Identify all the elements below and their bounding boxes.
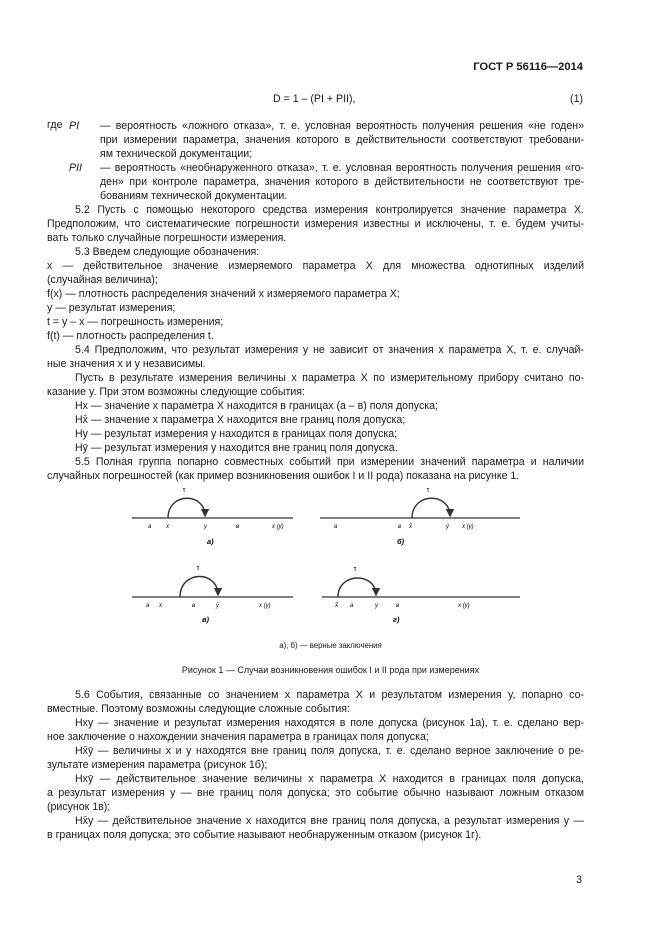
event-line: Hx — значение x параметра X находится в границах (a – в) поля допуска;: [75, 400, 438, 412]
document-header: ГОСТ Р 56116—2014: [473, 61, 583, 73]
tau-label: τ: [196, 565, 200, 572]
tau-arc: [412, 498, 450, 518]
axis-label: x: [166, 524, 169, 530]
axis-label: ȳ: [446, 524, 449, 530]
where-label: где: [47, 119, 63, 131]
figure-1: [0, 482, 661, 642]
s53-line: x — действительное значение измеряемого параметра X для множества однотипных изделий: [47, 260, 584, 272]
panel-label: в): [202, 615, 210, 624]
axis-label: в: [192, 603, 196, 609]
axis-label: a: [146, 603, 150, 609]
p2-def-line: ден» при контроле параметра, значения которого в действительности не соответствуют тре-: [100, 176, 584, 188]
s53-line: f(t) — плотность распределения t.: [47, 330, 214, 342]
s53-intro: 5.3 Введем следующие обозначения:: [75, 246, 260, 258]
axis-label: a: [350, 603, 354, 609]
figure-caption: Рисунок 1 — Случаи возникновения ошибок I и II рода при измерениях: [181, 665, 480, 675]
s56-line: (рисунок 1в);: [47, 801, 111, 813]
s56-line: Hxȳ — действительное значение величины x параметра X находится в границах поля допуска,: [75, 773, 584, 785]
axis-label: x (y): [458, 603, 470, 609]
p1-def-line: при измерении параметра, значения которого в действительности соответствуют требовани-: [100, 134, 584, 146]
panel-label: г): [393, 615, 400, 624]
p1-def-line: ям технической документации;: [100, 148, 253, 160]
tau-arc: [180, 576, 218, 597]
s53-line: (случайная величина);: [47, 274, 158, 286]
panel-c: [132, 565, 293, 624]
p2-def-line: бованиям технической документации.: [100, 190, 288, 202]
event-line: Hȳ — результат измерения y находится вне границ поля допуска.: [75, 442, 398, 454]
s55-line: 5.5 Полная группа попарно совместных событий при измерении значений параметра и наличии: [75, 456, 584, 468]
axis-label: x (y): [272, 524, 284, 530]
s53-line: y — результат измерения;: [47, 302, 176, 314]
p2-symbol: PII: [69, 162, 82, 174]
panel-b: [320, 487, 520, 546]
tau-label: τ: [182, 487, 186, 494]
axis-label: x̄: [335, 603, 338, 609]
axis-label: в: [236, 524, 240, 530]
s55-line: случайных погрешностей (как пример возникновения ошибок I и II рода) показана на рисунке 1.: [47, 470, 520, 482]
s56-line: а результат измерения y — вне границ поля допуска; это событие обычно называют ложным отказом: [47, 787, 584, 799]
axis-label: x (y): [462, 524, 474, 530]
s56-line: Hx̄y — действительное значение x находится вне границ поля допуска, а результат измерения y —: [75, 815, 584, 827]
tau-arc: [168, 498, 205, 518]
s53-line: f(x) — плотность распределения значений x измеряемого параметра X;: [47, 288, 400, 300]
p1-def-line: — вероятность «ложного отказа», т. е. условная вероятность получения решения «не годен»: [100, 120, 584, 132]
axis-label: x̄: [409, 524, 412, 530]
axis-label: y: [204, 524, 207, 530]
axis-label: y: [375, 603, 378, 609]
panel-d: [322, 566, 520, 624]
axis-label: x (y): [259, 603, 271, 609]
figure-note: а), б) — верные заключения: [279, 641, 382, 650]
s56-line: Hxy — значение и результат измерения находятся в поле допуска (рисунок 1а), т. е. сделано вер-: [75, 717, 584, 729]
s56-line: зультате измерения параметра (рисунок 1б);: [47, 759, 268, 771]
s53-line: t = y – x — погрешность измерения;: [47, 316, 224, 328]
axis-label: x: [159, 603, 162, 609]
s52-line: 5.2 Пусть с помощью некоторого средства измерения контролируется значение параметра X.: [75, 204, 584, 216]
s56-line: в границах поля допуска; это событие называют необнаруженным отказом (рисунок 1г).: [47, 829, 482, 841]
p2-def-line: — вероятность «необнаруженного отказа», т. е. условная вероятность получения решения «го-: [100, 162, 584, 174]
panel-label: а): [207, 537, 214, 546]
tau-arc: [338, 578, 376, 597]
axis-label: в: [398, 524, 402, 530]
equation-number: (1): [570, 93, 583, 105]
s52-line: вать только случайные погрешности измерения.: [47, 232, 287, 244]
s56-line: Hx̄ȳ — величины x и y находятся вне границ поля допуска, т. е. сделано верное заключение о ре-: [75, 745, 584, 757]
axis-label: в: [396, 603, 400, 609]
s54-line: Пусть в результате измерения величины x параметра X по измерительному прибору считано по-: [75, 372, 584, 384]
panel-a: [132, 487, 293, 546]
axis-label: a: [334, 524, 338, 530]
s56-line: вместные. Поэтому возможны следующие сложные события:: [47, 703, 350, 715]
axis-label: a: [148, 524, 152, 530]
page-number: 3: [576, 874, 582, 886]
s54-line: ные значения x и y независимы.: [47, 358, 206, 370]
panel-label: б): [397, 537, 405, 546]
tau-label: τ: [353, 566, 357, 573]
equation: D = 1 – (PI + PII),: [273, 93, 356, 105]
s54-line: казание y. При этом возможны следующие события:: [47, 386, 305, 398]
event-line: Hy — результат измерения y находится в границах поля допуска;: [75, 428, 398, 440]
s54-line: 5.4 Предположим, что результат измерения y не зависит от значения x параметра X, т. е. случай-: [75, 344, 584, 356]
s56-line: ное заключение о нахождении значения параметра в границах поля допуска;: [47, 731, 429, 743]
event-line: Hx̄ — значение x параметра X находится вне границ поля допуска;: [75, 414, 406, 426]
s56-line: 5.6 События, связанные со значением x параметра X и результатом измерения y, попарно со-: [75, 689, 584, 701]
axis-label: ȳ: [216, 603, 219, 609]
tau-label: τ: [426, 487, 430, 494]
p1-symbol: PI: [69, 120, 80, 132]
s52-line: Предположим, что систематические погрешности измерения известны и исключены, т. е. будем учиты-: [47, 218, 584, 230]
